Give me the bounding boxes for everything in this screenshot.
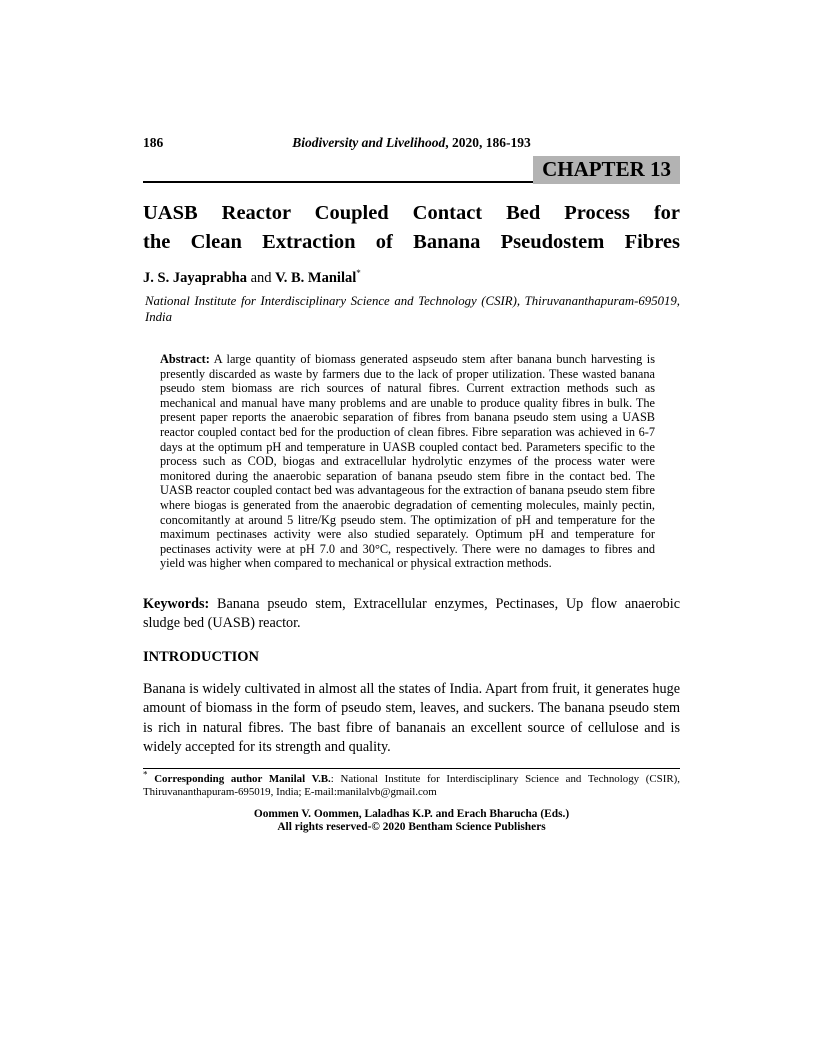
editors-line: Oommen V. Oommen, Laladhas K.P. and Erach Bharucha (Eds.) xyxy=(253,807,570,820)
journal-reference xyxy=(143,135,680,151)
journal-issue-info: , 2020, 186-193 xyxy=(445,135,531,150)
author-2: V. B. Manilal xyxy=(275,270,357,286)
footnote-label: Corresponding author Manilal V.B. xyxy=(154,773,331,786)
corresponding-author-footnote xyxy=(143,768,680,799)
introduction-heading: INTRODUCTION xyxy=(143,648,260,665)
introduction-paragraph: Banana is widely cultivated in almost all the states of India. Apart from fruit, it generates huge amount of biomass in the form of pseudo stem, leaves, and suckers. The banana pseudo stem is rich in natural fibres. The bast fibre of bananais an excellent source of cellulose and is widely accepted for its strength and quality. xyxy=(143,680,680,755)
footnote-text: : National Institute for Interdisciplinary Science and Technology (CSIR), Thiruvananthapuram-695019, India; E-mail:manilalvb@gmail.com xyxy=(143,773,680,799)
page-number: 186 xyxy=(143,135,164,150)
chapter-title-line: UASB Reactor Coupled Contact Bed Process for xyxy=(143,202,680,224)
corresponding-author-mark: * xyxy=(356,268,361,279)
abstract xyxy=(160,352,655,571)
chapter-badge: CHAPTER 13 xyxy=(533,156,680,184)
journal-title: Biodiversity and Livelihood xyxy=(292,135,446,150)
footnote-mark: * xyxy=(143,769,148,780)
chapter-rule xyxy=(143,156,680,183)
keywords xyxy=(143,595,680,633)
author-line xyxy=(143,270,680,287)
keywords-label: Keywords: xyxy=(143,595,210,612)
abstract-text: A large quantity of biomass generated aspseudo stem after banana bunch harvesting is presently discarded as waste by farmers due to the lack of proper utilization. These wasted banana pseudo stem biomass are rich sources of natural fibres. Current extraction methods such as mechanical and manual have many problems and are unable to produce quality fibres in bulk. The present paper reports the anaerobic separation of fibres from banana pseudo stem using a UASB reactor coupled contact bed for the production of clean fibres. Fibre separation was achieved in 6-7 days at the optimum pH and temperature in UASB coupled contact bed. Parameters specific to the process such as COD, biogas and extracellular hydrolytic enzymes of the process water were monitored during the anaerobic separation of banana pseudo stem fibre in the contact bed. The UASB reactor coupled contact bed was advantageous for the extraction of banana pseudo stem fibre where biogas is generated from the anaerobic degradation of cementing molecules, mainly pectin, concomitantly at around 5 litre/Kg pseudo stem. The optimization of pH and temperature for the maximum pectinases activity were also studied separately. Optimum pH and temperature for pectinases activity were at pH 7.0 and 30°C, respectively. There were no damages to fibres and yield was higher when compared to mechanical or physical extraction methods. xyxy=(160,352,655,571)
chapter-page xyxy=(143,0,680,835)
chapter-title-line: the Clean Extraction of Banana Pseudostem Fibres xyxy=(143,231,680,253)
abstract-label: Abstract: xyxy=(160,352,210,366)
running-header xyxy=(143,135,680,152)
affiliation: National Institute for Interdisciplinary Science and Technology (CSIR), Thiruvananthapuram-695019, India xyxy=(145,294,680,324)
publisher-credits xyxy=(143,808,680,835)
rights-line: All rights reserved-© 2020 Bentham Science Publishers xyxy=(277,821,546,833)
author-1: J. S. Jayaprabha xyxy=(143,270,247,286)
author-connector: and xyxy=(250,270,272,286)
keywords-text: Banana pseudo stem, Extracellular enzymes, Pectinases, Up flow anaerobic sludge bed (UASB) reactor. xyxy=(143,595,680,631)
chapter-title xyxy=(143,199,680,257)
